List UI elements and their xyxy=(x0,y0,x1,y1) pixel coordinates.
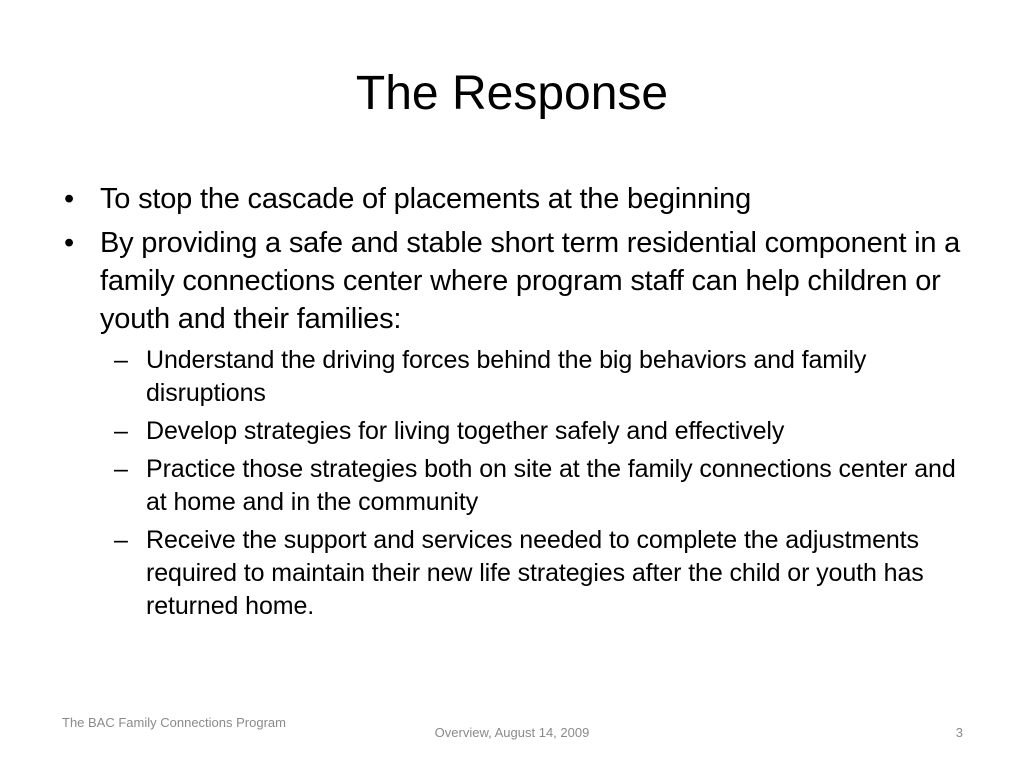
footer-organization: The BAC Family Connections Program xyxy=(62,715,286,730)
bullet-icon: • xyxy=(64,183,74,215)
footer-date: Overview, August 14, 2009 xyxy=(434,725,590,740)
bullet-item xyxy=(64,224,964,338)
slide-content xyxy=(64,180,964,628)
sub-bullet-text: Understand the driving forces behind the big behaviors and family disruptions xyxy=(146,346,867,407)
bullet-text: By providing a safe and stable short term residential component in a family connections center where program staff can help children or youth and their families: xyxy=(100,227,961,335)
dash-icon: – xyxy=(114,526,128,554)
slide-number: 3 xyxy=(955,725,963,740)
slide-title: The Response xyxy=(355,67,669,120)
sub-bullet-list xyxy=(64,344,964,623)
bullet-icon: • xyxy=(64,227,74,259)
sub-bullet-text: Practice those strategies both on site at the family connections center and at home and in the community xyxy=(146,455,956,516)
sub-bullet-item xyxy=(64,453,964,519)
bullet-text: To stop the cascade of placements at the beginning xyxy=(100,183,751,215)
bullet-item xyxy=(64,180,964,218)
dash-icon: – xyxy=(114,346,128,374)
dash-icon: – xyxy=(114,417,128,445)
sub-bullet-item xyxy=(64,344,964,410)
sub-bullet-text: Receive the support and services needed to complete the adjustments required to maintain their new life strategies after the child or youth has returned home. xyxy=(146,526,924,620)
dash-icon: – xyxy=(114,455,128,483)
sub-bullet-text: Develop strategies for living together safely and effectively xyxy=(146,417,785,445)
sub-bullet-item xyxy=(64,524,964,623)
sub-bullet-item xyxy=(64,415,964,448)
